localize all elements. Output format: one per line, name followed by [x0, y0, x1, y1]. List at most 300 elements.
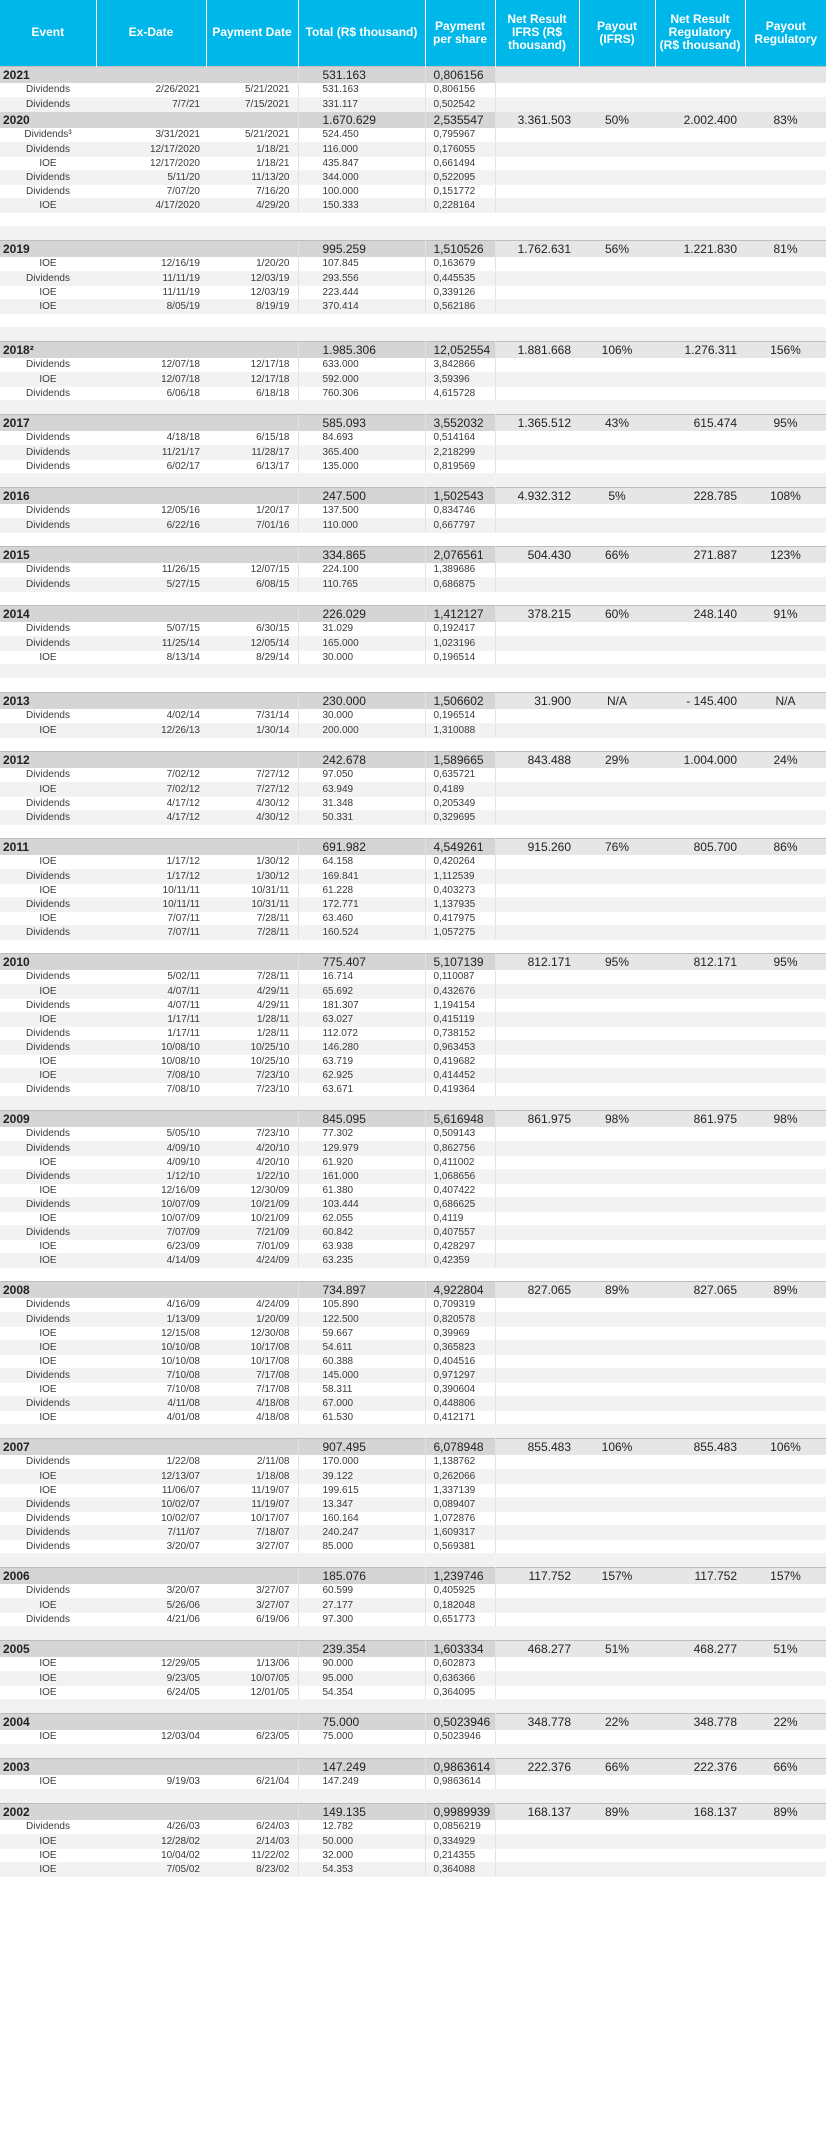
event-ex-date: 11/21/17: [96, 445, 206, 459]
year-label: 2004: [0, 1713, 96, 1730]
event-type: Dividends: [0, 796, 96, 810]
year-payout-ifrs: 22%: [579, 1713, 655, 1730]
event-ex-date: 9/23/05: [96, 1671, 206, 1685]
event-per-share: 0,419682: [425, 1054, 495, 1068]
event-ex-date: 4/11/08: [96, 1396, 206, 1410]
event-net-result-ifrs: [495, 1054, 579, 1068]
event-payout-regulatory: [745, 1298, 826, 1312]
spacer-cell: [96, 1744, 206, 1758]
event-total: 75.000: [298, 1730, 425, 1744]
header-event: Event: [0, 0, 96, 66]
event-ex-date: 7/10/08: [96, 1368, 206, 1382]
event-type: IOE: [0, 1054, 96, 1068]
event-net-result-regulatory: [655, 984, 745, 998]
event-per-share: 0,403273: [425, 883, 495, 897]
spacer-cell: [0, 327, 96, 341]
event-net-result-ifrs: [495, 1483, 579, 1497]
spacer-cell: [425, 1553, 495, 1567]
spacer-cell: [96, 939, 206, 953]
spacer-row: [0, 473, 826, 487]
event-per-share: 1,609317: [425, 1525, 495, 1539]
event-type: IOE: [0, 1834, 96, 1848]
event-payment-date: 4/24/09: [206, 1298, 298, 1312]
spacer-cell: [495, 212, 579, 226]
event-row: [0, 1612, 826, 1626]
spacer-cell: [745, 1267, 826, 1281]
event-payment-date: 7/18/07: [206, 1525, 298, 1539]
event-total: 147.249: [298, 1775, 425, 1789]
spacer-cell: [655, 327, 745, 341]
event-row: [0, 1354, 826, 1368]
event-payment-date: 4/29/20: [206, 198, 298, 212]
event-row: [0, 83, 826, 97]
year-label: 2012: [0, 751, 96, 768]
event-per-share: 0,414452: [425, 1068, 495, 1082]
event-payout-regulatory: [745, 1382, 826, 1396]
event-total: 77.302: [298, 1127, 425, 1141]
event-payout-ifrs: [579, 299, 655, 313]
header-net-result-regulatory: Net Result Regulatory (R$ thousand): [655, 0, 745, 66]
event-net-result-ifrs: [495, 1183, 579, 1197]
event-total: 60.388: [298, 1354, 425, 1368]
spacer-row: [0, 400, 826, 414]
event-total: 145.000: [298, 1368, 425, 1382]
event-net-result-regulatory: [655, 883, 745, 897]
event-payout-ifrs: [579, 1368, 655, 1382]
event-ex-date: 5/05/10: [96, 1127, 206, 1141]
event-per-share: 0,192417: [425, 622, 495, 636]
year-per-share: 1,239746: [425, 1567, 495, 1584]
spacer-cell: [96, 313, 206, 327]
event-per-share: 0,176055: [425, 142, 495, 156]
event-per-share: 0,428297: [425, 1239, 495, 1253]
event-total: 67.000: [298, 1396, 425, 1410]
year-net-result-ifrs: 31.900: [495, 692, 579, 709]
event-row: [0, 1511, 826, 1525]
event-per-share: 1,072876: [425, 1511, 495, 1525]
event-payment-date: 7/27/12: [206, 782, 298, 796]
event-net-result-ifrs: [495, 709, 579, 723]
event-payment-date: 6/13/17: [206, 459, 298, 473]
event-payout-regulatory: [745, 1685, 826, 1699]
year-payment-date-cell: [206, 414, 298, 431]
event-total: 161.000: [298, 1169, 425, 1183]
event-payout-ifrs: [579, 431, 655, 445]
spacer-cell: [579, 226, 655, 240]
event-ex-date: 4/17/2020: [96, 198, 206, 212]
event-payout-ifrs: [579, 1834, 655, 1848]
event-payment-date: 3/27/07: [206, 1584, 298, 1598]
spacer-cell: [206, 1744, 298, 1758]
event-net-result-ifrs: [495, 1671, 579, 1685]
year-net-result-ifrs: 348.778: [495, 1713, 579, 1730]
event-net-result-regulatory: [655, 285, 745, 299]
event-row: [0, 1396, 826, 1410]
event-payout-ifrs: [579, 1612, 655, 1626]
event-payment-date: 1/20/17: [206, 504, 298, 518]
spacer-cell: [298, 939, 425, 953]
event-net-result-regulatory: [655, 1354, 745, 1368]
event-per-share: 0,196514: [425, 650, 495, 664]
event-ex-date: 6/22/16: [96, 518, 206, 532]
event-total: 110.765: [298, 577, 425, 591]
year-net-result-ifrs: 504.430: [495, 546, 579, 563]
spacer-cell: [579, 939, 655, 953]
spacer-cell: [425, 939, 495, 953]
event-net-result-regulatory: [655, 577, 745, 591]
event-payout-ifrs: [579, 1354, 655, 1368]
event-row: [0, 1848, 826, 1862]
event-net-result-regulatory: [655, 1298, 745, 1312]
spacer-cell: [495, 1553, 579, 1567]
event-net-result-regulatory: [655, 1511, 745, 1525]
event-type: IOE: [0, 1685, 96, 1699]
event-net-result-regulatory: [655, 142, 745, 156]
event-total: 16.714: [298, 970, 425, 984]
spacer-cell: [425, 591, 495, 605]
event-net-result-ifrs: [495, 768, 579, 782]
event-type: IOE: [0, 1326, 96, 1340]
event-payment-date: 7/16/20: [206, 184, 298, 198]
event-payment-date: 4/24/09: [206, 1253, 298, 1267]
event-net-result-regulatory: [655, 636, 745, 650]
event-payout-ifrs: [579, 156, 655, 170]
spacer-cell: [298, 664, 425, 678]
event-type: IOE: [0, 198, 96, 212]
event-net-result-ifrs: [495, 650, 579, 664]
event-total: 27.177: [298, 1598, 425, 1612]
event-payout-regulatory: [745, 1082, 826, 1096]
year-payout-regulatory: 123%: [745, 546, 826, 563]
spacer-cell: [425, 1626, 495, 1640]
event-payment-date: 7/01/16: [206, 518, 298, 532]
event-ex-date: 1/17/12: [96, 869, 206, 883]
spacer-cell: [579, 664, 655, 678]
year-per-share: 0,5023946: [425, 1713, 495, 1730]
event-type: IOE: [0, 1183, 96, 1197]
spacer-cell: [579, 1096, 655, 1110]
event-payment-date: 10/21/09: [206, 1197, 298, 1211]
spacer-cell: [425, 1744, 495, 1758]
event-payout-ifrs: [579, 1657, 655, 1671]
event-type: Dividends: [0, 358, 96, 372]
spacer-cell: [206, 1424, 298, 1438]
event-total: 110.000: [298, 518, 425, 532]
event-total: 172.771: [298, 897, 425, 911]
event-ex-date: 3/20/07: [96, 1539, 206, 1553]
event-total: 170.000: [298, 1455, 425, 1469]
event-type: Dividends: [0, 563, 96, 577]
event-row: [0, 768, 826, 782]
event-row: [0, 1225, 826, 1239]
spacer-cell: [0, 939, 96, 953]
spacer-cell: [425, 226, 495, 240]
event-ex-date: 3/31/2021: [96, 128, 206, 142]
event-total: 62.055: [298, 1211, 425, 1225]
spacer-cell: [298, 1744, 425, 1758]
event-net-result-regulatory: [655, 1483, 745, 1497]
event-row: [0, 459, 826, 473]
event-payout-regulatory: [745, 431, 826, 445]
event-payout-regulatory: [745, 1183, 826, 1197]
event-per-share: 0,971297: [425, 1368, 495, 1382]
event-net-result-regulatory: [655, 1040, 745, 1054]
event-type: IOE: [0, 650, 96, 664]
year-label: 2019: [0, 240, 96, 257]
event-net-result-ifrs: [495, 1082, 579, 1096]
year-net-result-ifrs: 843.488: [495, 751, 579, 768]
spacer-cell: [579, 1553, 655, 1567]
spacer-cell: [655, 1553, 745, 1567]
spacer-cell: [579, 473, 655, 487]
year-net-result-regulatory: 805.700: [655, 838, 745, 855]
event-payment-date: 2/11/08: [206, 1455, 298, 1469]
event-row: [0, 1183, 826, 1197]
spacer-cell: [206, 824, 298, 838]
event-payout-ifrs: [579, 198, 655, 212]
event-ex-date: 4/01/08: [96, 1410, 206, 1424]
year-payout-regulatory: 83%: [745, 111, 826, 128]
event-payout-regulatory: [745, 1862, 826, 1876]
event-ex-date: 12/28/02: [96, 1834, 206, 1848]
event-payout-regulatory: [745, 518, 826, 532]
event-total: 85.000: [298, 1539, 425, 1553]
spacer-cell: [495, 824, 579, 838]
year-total: 185.076: [298, 1567, 425, 1584]
event-type: Dividends: [0, 1141, 96, 1155]
event-ex-date: 7/07/11: [96, 925, 206, 939]
event-payout-ifrs: [579, 1225, 655, 1239]
spacer-cell: [298, 1789, 425, 1803]
year-ex-date-cell: [96, 953, 206, 970]
event-row: [0, 577, 826, 591]
event-type: Dividends: [0, 431, 96, 445]
event-payout-regulatory: [745, 257, 826, 271]
year-payout-ifrs: 157%: [579, 1567, 655, 1584]
spacer-cell: [495, 532, 579, 546]
spacer-cell: [495, 737, 579, 751]
year-per-share: 0,9989939: [425, 1803, 495, 1820]
event-payout-regulatory: [745, 1671, 826, 1685]
event-payment-date: 1/30/12: [206, 869, 298, 883]
event-payment-date: 6/15/18: [206, 431, 298, 445]
spacer-cell: [0, 1699, 96, 1713]
event-ex-date: 9/19/03: [96, 1775, 206, 1789]
event-per-share: 0,205349: [425, 796, 495, 810]
year-label: 2002: [0, 1803, 96, 1820]
event-per-share: 0,4189: [425, 782, 495, 796]
event-total: 13.347: [298, 1497, 425, 1511]
year-label: 2015: [0, 546, 96, 563]
event-per-share: 0,738152: [425, 1026, 495, 1040]
event-total: 160.164: [298, 1511, 425, 1525]
event-net-result-ifrs: [495, 1211, 579, 1225]
event-net-result-regulatory: [655, 970, 745, 984]
year-net-result-ifrs: 4.932.312: [495, 487, 579, 504]
event-type: IOE: [0, 723, 96, 737]
event-per-share: 0,405925: [425, 1584, 495, 1598]
spacer-cell: [206, 327, 298, 341]
year-label: 2021: [0, 66, 96, 83]
event-payout-ifrs: [579, 883, 655, 897]
event-per-share: 0,420264: [425, 855, 495, 869]
event-total: 31.029: [298, 622, 425, 636]
event-total: 116.000: [298, 142, 425, 156]
event-payment-date: 1/18/08: [206, 1469, 298, 1483]
year-payout-regulatory: 91%: [745, 605, 826, 622]
event-net-result-regulatory: [655, 911, 745, 925]
event-payment-date: 10/17/08: [206, 1340, 298, 1354]
spacer-cell: [495, 1699, 579, 1713]
event-per-share: 0,163679: [425, 257, 495, 271]
event-net-result-ifrs: [495, 1155, 579, 1169]
header-payment-date: Payment Date: [206, 0, 298, 66]
year-per-share: 1,589665: [425, 751, 495, 768]
spacer-cell: [745, 313, 826, 327]
event-ex-date: 10/02/07: [96, 1497, 206, 1511]
event-total: 97.050: [298, 768, 425, 782]
event-per-share: 0,667797: [425, 518, 495, 532]
event-total: 54.353: [298, 1862, 425, 1876]
event-payout-regulatory: [745, 883, 826, 897]
year-payout-regulatory: 81%: [745, 240, 826, 257]
year-summary-row: [0, 240, 826, 257]
year-payment-date-cell: [206, 1758, 298, 1775]
event-payment-date: 10/25/10: [206, 1054, 298, 1068]
year-payment-date-cell: [206, 751, 298, 768]
event-net-result-ifrs: [495, 1848, 579, 1862]
spacer-cell: [206, 1699, 298, 1713]
event-payout-ifrs: [579, 1862, 655, 1876]
year-total: 75.000: [298, 1713, 425, 1730]
spacer-cell: [745, 532, 826, 546]
event-per-share: 0,445535: [425, 271, 495, 285]
year-summary-row: [0, 1110, 826, 1127]
event-type: Dividends: [0, 1497, 96, 1511]
event-net-result-ifrs: [495, 459, 579, 473]
event-per-share: 0,365823: [425, 1340, 495, 1354]
spacer-cell: [425, 313, 495, 327]
spacer-row: [0, 1789, 826, 1803]
year-label: 2011: [0, 838, 96, 855]
event-payment-date: 4/29/11: [206, 984, 298, 998]
spacer-cell: [96, 400, 206, 414]
year-total: 147.249: [298, 1758, 425, 1775]
spacer-cell: [495, 1626, 579, 1640]
event-payout-regulatory: [745, 925, 826, 939]
event-per-share: 0,407422: [425, 1183, 495, 1197]
spacer-cell: [655, 1424, 745, 1438]
year-payout-regulatory: 51%: [745, 1640, 826, 1657]
event-net-result-ifrs: [495, 1657, 579, 1671]
event-total: 224.100: [298, 563, 425, 577]
event-row: [0, 1834, 826, 1848]
year-summary-row: [0, 66, 826, 83]
event-payout-ifrs: [579, 1455, 655, 1469]
spacer-cell: [579, 1789, 655, 1803]
event-payout-regulatory: [745, 911, 826, 925]
event-payout-ifrs: [579, 1598, 655, 1612]
year-payout-ifrs: 106%: [579, 341, 655, 358]
event-net-result-regulatory: [655, 1012, 745, 1026]
event-total: 61.920: [298, 1155, 425, 1169]
spacer-cell: [298, 1424, 425, 1438]
event-total: 592.000: [298, 372, 425, 386]
event-per-share: 0,329695: [425, 810, 495, 824]
spacer-cell: [495, 400, 579, 414]
year-summary-row: [0, 838, 826, 855]
event-net-result-regulatory: [655, 622, 745, 636]
event-net-result-regulatory: [655, 1197, 745, 1211]
event-total: 63.719: [298, 1054, 425, 1068]
year-per-share: 1,603334: [425, 1640, 495, 1657]
event-payout-ifrs: [579, 1239, 655, 1253]
event-type: Dividends: [0, 1525, 96, 1539]
event-net-result-regulatory: [655, 299, 745, 313]
event-per-share: 0,417975: [425, 911, 495, 925]
event-net-result-ifrs: [495, 897, 579, 911]
year-total: 247.500: [298, 487, 425, 504]
event-net-result-ifrs: [495, 577, 579, 591]
event-payout-regulatory: [745, 1155, 826, 1169]
spacer-cell: [298, 400, 425, 414]
event-net-result-regulatory: [655, 1497, 745, 1511]
spacer-cell: [298, 1267, 425, 1281]
event-per-share: 0,151772: [425, 184, 495, 198]
event-type: Dividends: [0, 1082, 96, 1096]
year-payout-regulatory: 98%: [745, 1110, 826, 1127]
spacer-cell: [425, 473, 495, 487]
year-ex-date-cell: [96, 1640, 206, 1657]
spacer-cell: [655, 1626, 745, 1640]
event-net-result-regulatory: [655, 925, 745, 939]
event-row: [0, 1730, 826, 1744]
event-net-result-regulatory: [655, 1612, 745, 1626]
event-payout-regulatory: [745, 83, 826, 97]
event-payout-ifrs: [579, 636, 655, 650]
event-row: [0, 1127, 826, 1141]
event-net-result-ifrs: [495, 1410, 579, 1424]
event-payout-ifrs: [579, 1730, 655, 1744]
event-net-result-regulatory: [655, 1312, 745, 1326]
year-payment-date-cell: [206, 953, 298, 970]
event-payment-date: 4/20/10: [206, 1141, 298, 1155]
event-ex-date: 12/26/13: [96, 723, 206, 737]
event-ex-date: 4/21/06: [96, 1612, 206, 1626]
event-payout-regulatory: [745, 1239, 826, 1253]
event-payment-date: 7/31/14: [206, 709, 298, 723]
event-payment-date: 7/15/2021: [206, 97, 298, 111]
event-type: IOE: [0, 911, 96, 925]
year-net-result-regulatory: 1.221.830: [655, 240, 745, 257]
year-ex-date-cell: [96, 838, 206, 855]
spacer-cell: [745, 400, 826, 414]
event-payout-regulatory: [745, 855, 826, 869]
event-payout-ifrs: [579, 925, 655, 939]
year-payment-date-cell: [206, 1281, 298, 1298]
year-per-share: 1,502543: [425, 487, 495, 504]
event-net-result-ifrs: [495, 170, 579, 184]
event-payout-ifrs: [579, 1127, 655, 1141]
spacer-row: [0, 1553, 826, 1567]
year-total: 734.897: [298, 1281, 425, 1298]
spacer-cell: [96, 737, 206, 751]
event-ex-date: 11/26/15: [96, 563, 206, 577]
event-net-result-ifrs: [495, 998, 579, 1012]
event-row: [0, 1040, 826, 1054]
year-net-result-ifrs: 468.277: [495, 1640, 579, 1657]
event-per-share: 0,686875: [425, 577, 495, 591]
